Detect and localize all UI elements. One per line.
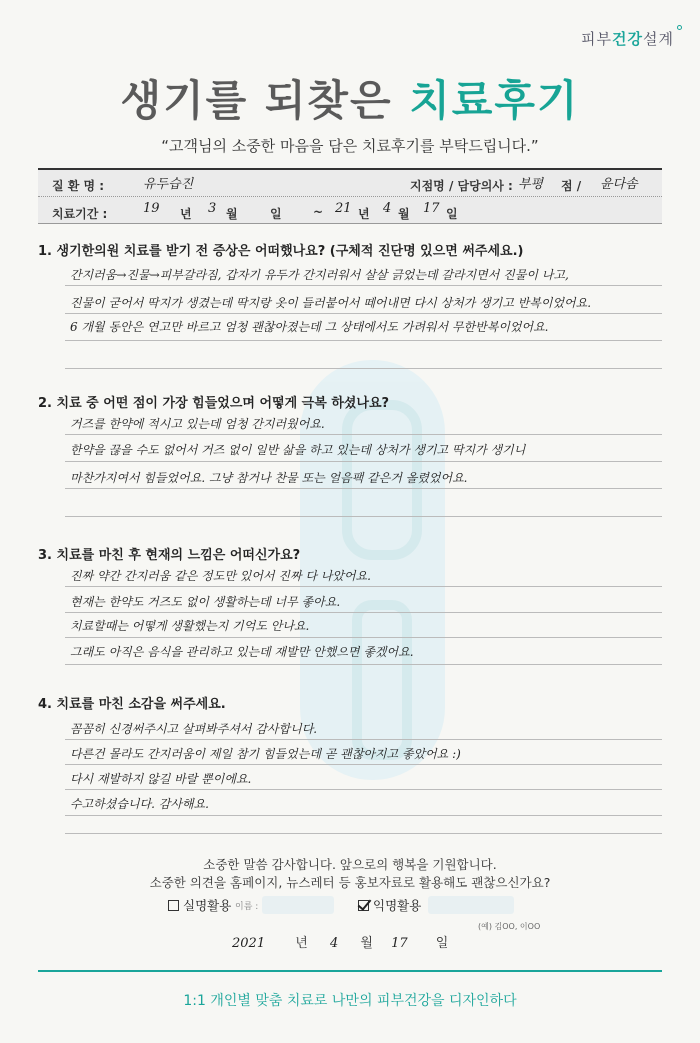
answer-2-line-2[interactable]: 한약을 끊을 수도 없어서 거즈 없이 일반 삶을 하고 있는데 상처가 생기고 딱지가 생기니 [70, 443, 526, 457]
answer-3-line-2[interactable]: 현재는 한약도 거즈도 없이 생활하는데 너무 좋아요. [70, 595, 341, 609]
real-name-label: 실명활용 [183, 898, 232, 913]
title-main: 생기를 되찾은 [120, 76, 410, 125]
answer-4-line-2[interactable]: 다른건 몰라도 간지러움이 제일 참기 힘들었는데 곧 괜찮아지고 좋았어요 :) [70, 747, 461, 761]
date-year-unit: 년 [295, 936, 308, 951]
answer-line [65, 285, 662, 286]
answer-line [65, 461, 662, 462]
footer-divider [38, 970, 662, 972]
closing-consent-question: 소중한 의견을 홈페이지, 뉴스레터 등 홍보자료로 활용해도 괜찮으신가요? [149, 875, 551, 890]
title-accent: 치료후기 [409, 76, 580, 125]
end-month-unit: 월 [398, 207, 410, 221]
anonymous-checkbox[interactable] [358, 900, 369, 911]
doctor-value[interactable]: 윤다솜 [600, 177, 638, 192]
answer-line [65, 789, 662, 790]
answer-2-line-1[interactable]: 거즈를 한약에 적시고 있는데 엄청 간지러웠어요. [70, 417, 325, 431]
name-example: (예) 김OO, 이OO [478, 922, 541, 931]
period-tilde: ~ [313, 205, 324, 219]
date-day[interactable]: 17 [391, 936, 408, 951]
date-month-unit: 월 [360, 936, 373, 951]
disease-label: 질 환 명 : [52, 179, 105, 193]
branch-value[interactable]: 부평 [518, 177, 544, 192]
answer-line [65, 313, 662, 314]
date-month[interactable]: 4 [329, 936, 339, 951]
answer-line [65, 664, 662, 665]
answer-line [65, 764, 662, 765]
date-day-unit: 일 [435, 936, 449, 951]
answer-line [65, 368, 662, 369]
answer-3-line-1[interactable]: 진짜 약간 간지러움 같은 정도만 있어서 진짜 다 나았어요. [70, 569, 371, 583]
brand-prefix: 피부 [581, 30, 613, 48]
answer-line [65, 612, 662, 613]
start-year[interactable]: 19 [143, 201, 160, 216]
answer-3-line-4[interactable]: 그래도 아직은 음식을 관리하고 있는데 재발만 안했으면 좋겠어요. [70, 645, 414, 659]
real-name-option[interactable] [168, 896, 231, 914]
brand-accent: 건강 [612, 30, 644, 48]
answer-1-line-2[interactable]: 진물이 굳어서 딱지가 생겼는데 딱지랑 옷이 들러붙어서 떼어내면 다시 상처가 생기고 반복이었어요. [70, 296, 592, 310]
answer-4-line-4[interactable]: 수고하셨습니다. 감사해요. [70, 797, 209, 811]
info-row-diagnosis [38, 170, 662, 197]
date-year[interactable]: 2021 [232, 936, 266, 951]
answer-1-line-1[interactable]: 간지러움→진물→피부갈라짐, 갑자기 유두가 간지러워서 살살 긁었는데 갈라지면서 진물이 나고, [70, 268, 569, 282]
answer-line [65, 637, 662, 638]
page-title [0, 68, 700, 128]
info-row-period [38, 198, 662, 225]
start-day-unit: 일 [270, 207, 282, 221]
end-day[interactable]: 17 [423, 201, 440, 216]
name-field-redacted[interactable] [262, 896, 334, 914]
answer-line [65, 488, 662, 489]
question-4: 4. 치료를 마친 소감을 써주세요. [38, 697, 226, 712]
start-month-unit: 월 [226, 207, 238, 221]
real-name-checkbox[interactable] [168, 900, 179, 911]
branch-label: 지점명 / 담당의사 : [410, 179, 513, 193]
answer-4-line-1[interactable]: 꼼꼼히 신경써주시고 살펴봐주셔서 감사합니다. [70, 722, 318, 736]
page-subtitle: “고객님의 소중한 마음을 담은 치료후기를 부탁드립니다.” [161, 137, 539, 155]
footer-slogan: 1:1 개인별 맞춤 치료로 나만의 피부건강을 디자인하다 [183, 993, 517, 1009]
end-year-unit: 년 [358, 207, 370, 221]
anonymous-label: 익명활용 [373, 898, 422, 913]
answer-1-line-3[interactable]: 6 개월 동안은 연고만 바르고 엄청 괜찮아졌는데 그 상태에서도 가려워서 무한반복이었어요. [70, 320, 549, 334]
branch-unit: 점 / [561, 179, 582, 193]
brand-dot-icon [677, 25, 682, 30]
period-label: 치료기간 : [52, 207, 108, 221]
question-3: 3. 치료를 마친 후 현재의 느낌은 어떠신가요? [38, 548, 301, 563]
question-1: 1. 생기한의원 치료를 받기 전 증상은 어떠했나요? (구체적 진단명 있으면 써주세요.) [38, 244, 524, 259]
start-month[interactable]: 3 [208, 201, 217, 216]
answer-3-line-3[interactable]: 치료할때는 어떻게 생활했는지 기억도 안나요. [70, 619, 310, 633]
question-2: 2. 치료 중 어떤 점이 가장 힘들었으며 어떻게 극복 하셨나요? [38, 396, 390, 411]
end-day-unit: 일 [446, 207, 458, 221]
disease-value[interactable]: 유두습진 [143, 177, 194, 192]
answer-4-line-3[interactable]: 다시 재발하지 않길 바랄 뿐이에요. [70, 772, 252, 786]
name-field-label: 이름 : [235, 902, 259, 912]
answer-line [65, 434, 662, 435]
end-month[interactable]: 4 [383, 201, 392, 216]
closing-thanks: 소중한 말씀 감사합니다. 앞으로의 행복을 기원합니다. [203, 857, 497, 872]
anonymous-option[interactable] [358, 896, 421, 914]
brand-suffix: 설계 [643, 30, 674, 48]
signature-date [232, 932, 448, 951]
answer-line [65, 815, 662, 816]
brand-logo [581, 28, 674, 49]
start-year-unit: 년 [180, 207, 192, 221]
answer-line [65, 833, 662, 834]
end-year[interactable]: 21 [335, 201, 352, 216]
answer-line [65, 340, 662, 341]
answer-line [65, 739, 662, 740]
answer-2-line-3[interactable]: 마찬가지여서 힘들었어요. 그냥 참거나 찬물 또는 얼음팩 같은거 올렸었어요. [70, 471, 468, 485]
anon-name-redacted[interactable] [428, 896, 514, 914]
answer-line [65, 516, 662, 517]
answer-line [65, 586, 662, 587]
patient-info-box [38, 168, 662, 224]
